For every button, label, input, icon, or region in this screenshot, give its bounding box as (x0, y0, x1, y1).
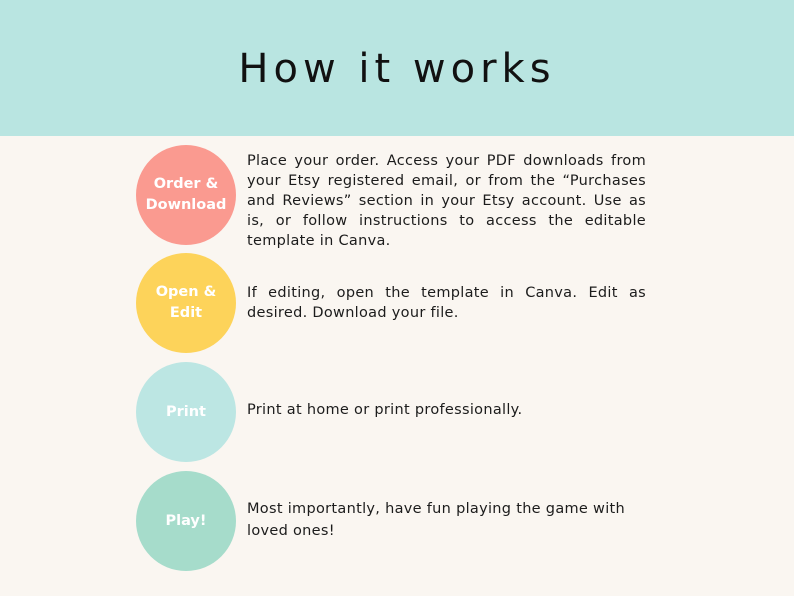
step-badge (136, 145, 236, 245)
step-description: Print at home or print professionally. (247, 402, 523, 418)
step-badge (136, 362, 236, 462)
step-badge-label: Open & Edit (155, 284, 217, 321)
step-description: Most importantly, have fun playing the game with loved ones! (247, 501, 626, 539)
step-description: If editing, open the template in Canva. Edit as desired. Download your file. (247, 285, 646, 321)
step-badge-label: Print (165, 403, 206, 420)
step-badge-label: Play! (165, 512, 207, 529)
page-title: How it works (238, 46, 556, 92)
step-badge-label: Order & Download (145, 176, 227, 213)
step-badge (136, 471, 236, 571)
step-badge (136, 253, 236, 353)
header-banner (0, 0, 794, 136)
step-description: Place your order. Access your PDF downloads from your Etsy registered email, or from the “Purchases and Reviews” section in your Etsy account. Use as is, or follow instructions to access the editable template in Canva. (247, 153, 646, 249)
